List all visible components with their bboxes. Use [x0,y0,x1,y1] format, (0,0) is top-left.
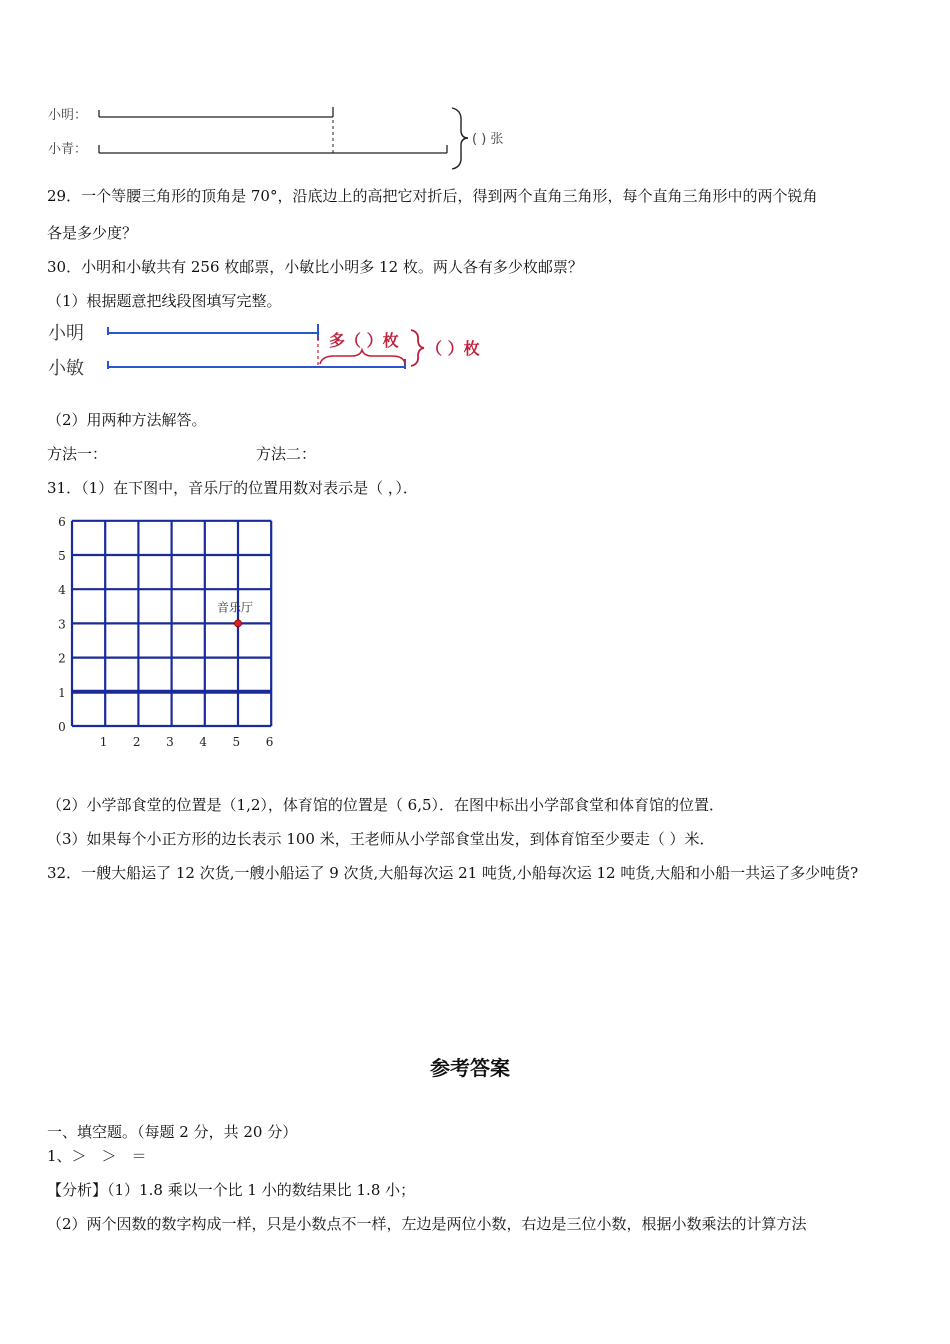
q30-method2: 方法二： [256,445,317,463]
grid-y-tick-label: 4 [58,583,66,598]
grid-y-tick-label: 2 [58,651,66,666]
answer-1: 1、＞ ＞ ＝ [47,1147,147,1165]
grid-x-tick-label: 4 [199,735,207,749]
q30-part2: （2）用两种方法解答。 [47,411,207,429]
q29-line2: 各是多少度？ [47,224,138,242]
answers-section1: 一、填空题。（每题 2 分，共 20 分） [47,1123,298,1141]
answer-analysis-1: 【分析】（1）1.8 乘以一个比 1 小的数结果比 1.8 小； [47,1181,416,1199]
q32-text: 32．一艘大船运了 12 次货,一艘小船运了 9 次货,大船每次运 21 吨货,小船每次运 12 吨货,大船和小船一共运了多少吨货? [47,864,859,882]
grid-y-tick-label: 0 [58,720,66,734]
q30-total-label: （ ）枚 [426,339,480,358]
grid-y-tick-label: 5 [58,549,66,563]
concert-hall-label: 音乐厅 [216,600,254,615]
answer-analysis-2: （2）两个因数的数字构成一样，只是小数点不一样，左边是两位小数，右边是三位小数，根据小数乘法的计算方法 [47,1215,807,1233]
grid-x-tick-label: 1 [99,735,108,749]
grid-x-tick-label: 5 [232,735,241,749]
grid-x-tick-label: 3 [166,735,174,749]
seg1-label-xiaoqing: 小青： [48,142,88,157]
q30-label-xiaomin: 小敏 [48,358,84,379]
q31-part2: （2）小学部食堂的位置是（1,2），体育馆的位置是（ 6,5）．在图中标出小学部食堂和体育馆的位置． [47,796,725,814]
grid-x-tick-label: 6 [265,735,274,749]
q30-stem: 30．小明和小敏共有 256 枚邮票，小敏比小明多 12 枚。两人各有多少枚邮票？ [47,258,583,276]
q30-more-label: 多（ ）枚 [329,331,399,350]
q30-method1: 方法一： [47,445,108,463]
grid-y-tick-label: 3 [58,617,66,632]
grid-y-tick-label: 6 [58,514,66,529]
seg1-answer: ( ) 张 [472,132,504,147]
answers-title: 参考答案 [430,1056,510,1080]
grid-x-tick-label: 2 [132,735,141,749]
concert-hall-point [235,620,242,627]
q30-label-xiaoming: 小明 [48,323,84,344]
q31-part3: （3）如果每个小正方形的边长表示 100 米，王老师从小学部食堂出发，到体育馆至少要走（ ）米． [47,830,715,848]
grid-y-tick-label: 1 [58,685,66,700]
seg1-label-xiaoming: 小明： [48,108,88,123]
q29-line1: 29．一个等腰三角形的顶角是 70°，沿底边上的高把它对折后，得到两个直角三角形，每个直角三角形中的两个锐角 [47,187,818,205]
q30-part1: （1）根据题意把线段图填写完整。 [47,292,282,310]
q31-part1: 31．（1）在下图中，音乐厅的位置用数对表示是（ ，）． [47,479,418,497]
